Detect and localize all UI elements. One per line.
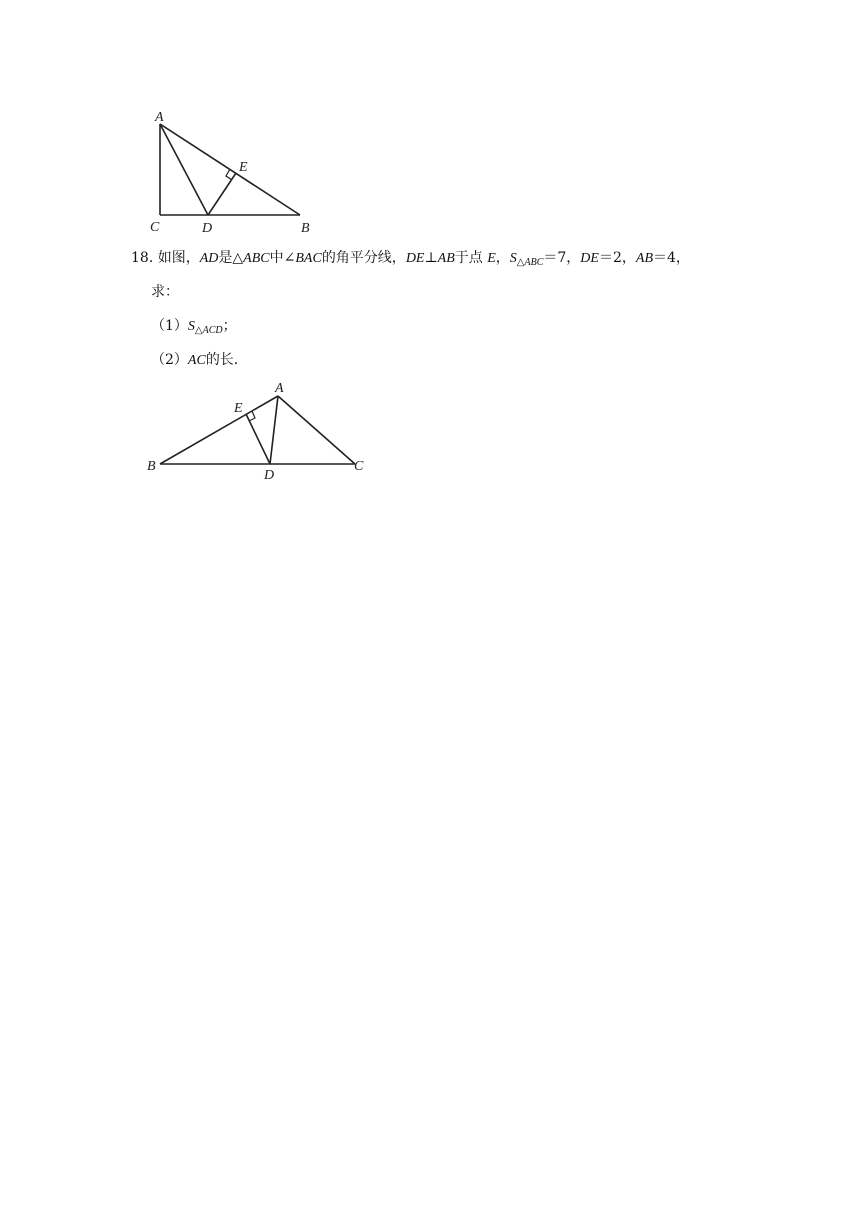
text-fragment: 如图，	[157, 250, 200, 266]
label-d: D	[202, 221, 213, 236]
segment-ad	[270, 396, 278, 464]
math-de: DE	[580, 251, 599, 266]
label-e: E	[234, 401, 243, 416]
question-2	[151, 350, 248, 371]
text-fragment: 的角平分线，	[321, 250, 406, 266]
math-ac: AC	[187, 353, 206, 368]
perpendicular-symbol: ⊥	[424, 250, 438, 266]
text-fragment: 于点	[454, 250, 483, 266]
label-c: C	[354, 459, 364, 474]
label-b: B	[301, 221, 310, 236]
subscript-triangle: △	[194, 325, 203, 336]
subscript-abc: ABC	[524, 257, 544, 268]
text-fragment: ＝2，	[598, 250, 636, 266]
subscript-acd: ACD	[202, 325, 223, 336]
figure-2-triangle	[140, 376, 380, 486]
text-fragment: ＝7，	[543, 250, 581, 266]
math-ab: AB	[437, 251, 455, 266]
text-fragment: 中∠	[269, 250, 296, 266]
label-a: A	[275, 381, 284, 396]
figure-1-triangle	[150, 108, 350, 238]
label-c: C	[150, 220, 160, 235]
text-fragment: ，	[495, 250, 510, 266]
problem-number: 18.	[131, 250, 154, 266]
label-a: A	[155, 110, 164, 125]
segment-ad	[160, 124, 208, 215]
math-de: DE	[405, 251, 425, 266]
math-s: S	[187, 319, 195, 334]
question-1	[151, 316, 237, 341]
label-d: D	[264, 468, 275, 483]
problem-line-2: 求：	[151, 284, 179, 300]
problem-line-1	[131, 248, 690, 273]
question-2-number: （2）	[151, 352, 188, 368]
segment-ba	[160, 396, 278, 464]
segment-ac	[278, 396, 355, 464]
text-fragment: ＝4，	[653, 250, 690, 266]
text-fragment: 的长．	[205, 352, 248, 368]
math-s: S	[509, 251, 517, 266]
subscript-triangle: △	[516, 257, 525, 268]
math-abc: ABC	[243, 251, 270, 266]
label-b: B	[147, 459, 156, 474]
math-ad: AD	[199, 251, 219, 266]
math-e: E	[487, 251, 496, 266]
question-1-number: （1）	[151, 318, 188, 334]
math-ab: AB	[635, 251, 653, 266]
label-e: E	[239, 160, 248, 175]
text-fragment: 是△	[218, 250, 244, 266]
text-fragment: ；	[222, 318, 237, 334]
math-bac: BAC	[295, 251, 322, 266]
segment-de	[246, 414, 270, 464]
